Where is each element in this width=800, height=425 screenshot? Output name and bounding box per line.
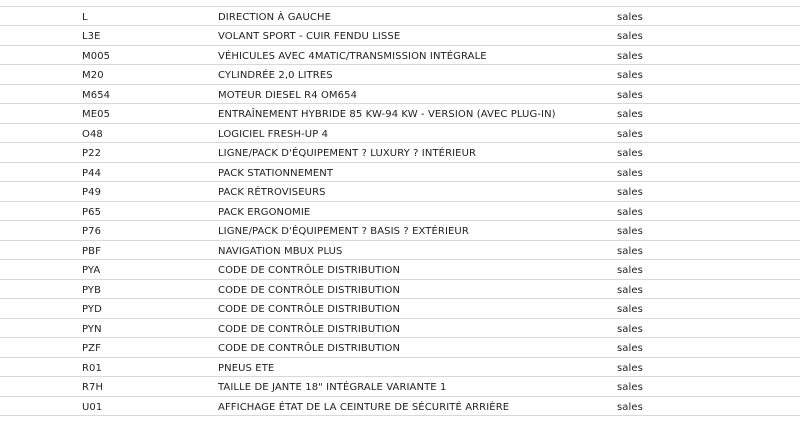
option-code: ME05 (82, 109, 111, 120)
option-description: CYLINDRÉE 2,0 LITRES (218, 70, 333, 81)
option-description: ENTRAÎNEMENT HYBRIDE 85 KW-94 KW - VERSION (AVEC PLUG-IN) (218, 109, 556, 120)
option-description: NAVIGATION MBUX PLUS (218, 245, 343, 257)
option-type: sales (617, 187, 643, 198)
option-description: CODE DE CONTRÔLE DISTRIBUTION (218, 343, 401, 354)
option-description: CODE DE CONTRÔLE DISTRIBUTION (218, 284, 401, 296)
table-row (0, 221, 800, 241)
option-type: sales (617, 284, 643, 296)
option-code: PYB (82, 284, 102, 296)
option-type: sales (617, 206, 643, 218)
option-type: sales (617, 148, 643, 159)
option-description: TAILLE DE JANTE 18" INTÉGRALE VARIANTE 1 (218, 382, 447, 393)
option-code: U01 (82, 401, 103, 413)
option-code: PYA (82, 265, 101, 276)
table-row (0, 143, 800, 163)
option-code: P65 (82, 206, 102, 218)
option-description: CODE DE CONTRÔLE DISTRIBUTION (218, 265, 401, 276)
table-row (0, 319, 800, 339)
option-description: CODE DE CONTRÔLE DISTRIBUTION (218, 304, 401, 315)
option-type: sales (617, 70, 643, 81)
table-row (0, 85, 800, 105)
table-row (0, 358, 800, 378)
option-type: sales (617, 50, 643, 62)
option-code: P76 (82, 226, 102, 237)
table-row (0, 124, 800, 144)
option-description: LIGNE/PACK D'ÉQUIPEMENT ? LUXURY ? INTÉRIEUR (218, 148, 477, 159)
table-row (0, 65, 800, 85)
option-description: VÉHICULES AVEC 4MATIC/TRANSMISSION INTÉGRALE (218, 50, 487, 62)
option-code: R7H (82, 382, 104, 393)
option-type: sales (617, 343, 643, 354)
option-code: L (82, 11, 88, 23)
option-type: sales (617, 304, 643, 315)
table-row (0, 104, 800, 124)
option-code: O48 (82, 128, 103, 140)
option-type: sales (617, 265, 643, 276)
option-type: sales (617, 128, 643, 140)
table-row (0, 260, 800, 280)
table-row (0, 163, 800, 183)
option-code: PYN (82, 323, 102, 335)
table-row (0, 182, 800, 202)
table-row (0, 7, 800, 27)
table-row (0, 397, 800, 417)
option-description: MOTEUR DIESEL R4 OM654 (218, 89, 358, 101)
option-description: LOGICIEL FRESH-UP 4 (218, 128, 329, 140)
option-code: M005 (82, 50, 111, 62)
option-description: CODE DE CONTRÔLE DISTRIBUTION (218, 323, 401, 335)
table-row (0, 241, 800, 261)
option-description: PACK ERGONOMIE (218, 206, 311, 218)
option-type: sales (617, 167, 643, 179)
option-code: PBF (82, 245, 101, 257)
option-code: P49 (82, 187, 102, 198)
option-type: sales (617, 401, 643, 413)
table-row (0, 46, 800, 66)
option-type: sales (617, 226, 643, 237)
option-code: L3E (82, 31, 101, 42)
option-description: PNEUS ETE (218, 362, 275, 374)
option-code: M654 (82, 89, 111, 101)
table-row-partial-bottom (0, 416, 800, 425)
table-row (0, 26, 800, 46)
table-row (0, 377, 800, 397)
option-description: PACK RÉTROVISEURS (218, 187, 326, 198)
option-type: sales (617, 245, 643, 257)
table-row (0, 280, 800, 300)
table-row (0, 338, 800, 358)
option-description: DIRECTION À GAUCHE (218, 11, 332, 23)
table-row (0, 299, 800, 319)
option-type: sales (617, 11, 643, 23)
option-code: R01 (82, 362, 102, 374)
option-description: VOLANT SPORT - CUIR FENDU LISSE (218, 31, 401, 42)
option-code: P44 (82, 167, 102, 179)
option-description: PACK STATIONNEMENT (218, 167, 334, 179)
option-code: PYD (82, 304, 102, 315)
option-type: sales (617, 89, 643, 101)
option-type: sales (617, 382, 643, 393)
option-description: AFFICHAGE ÉTAT DE LA CEINTURE DE SÉCURITÉ ARRIÈRE (218, 401, 510, 413)
option-code: M20 (82, 70, 104, 81)
option-type: sales (617, 109, 643, 120)
option-code: P22 (82, 148, 102, 159)
table-row (0, 202, 800, 222)
option-type: sales (617, 323, 643, 335)
option-type: sales (617, 31, 643, 42)
option-description: LIGNE/PACK D'ÉQUIPEMENT ? BASIS ? EXTÉRIEUR (218, 226, 469, 237)
option-type: sales (617, 362, 643, 374)
option-code: PZF (82, 343, 101, 354)
